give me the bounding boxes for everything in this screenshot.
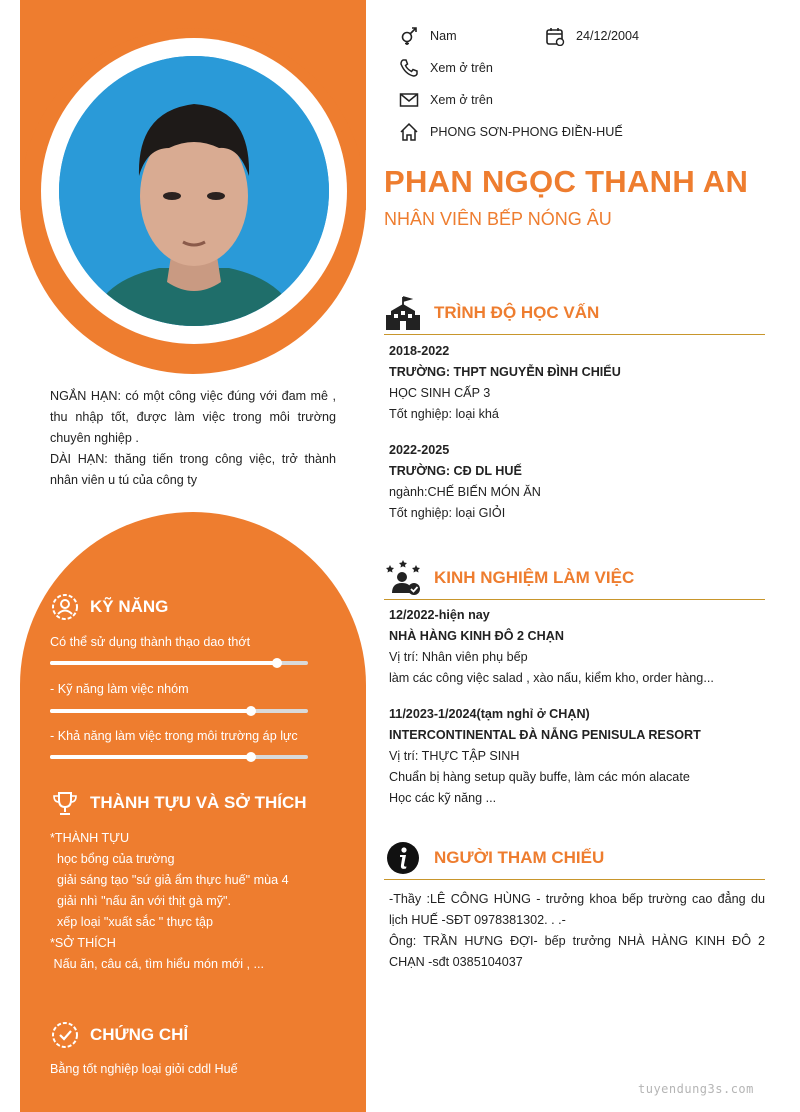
education-entry [389, 440, 765, 524]
skill-label: - Khả năng làm việc trong môi trường áp lực [50, 729, 298, 743]
experience-role: Vị trí: Nhân viên phụ bếp [389, 650, 528, 664]
career-objective [50, 386, 336, 491]
phone-icon [398, 57, 420, 79]
watermark: tuyendung3s.com [638, 1082, 754, 1096]
education-school: TRƯỜNG: THPT NGUYỄN ĐÌNH CHIỂU [389, 365, 621, 379]
education-period: 2022-2025 [389, 443, 450, 457]
certificates-title: CHỨNG CHỈ [90, 1025, 189, 1044]
education-major: HỌC SINH CẤP 3 [389, 386, 491, 400]
education-grade: Tốt nghiệp: loại khá [389, 407, 499, 421]
skill-level-fill [50, 709, 251, 713]
avatar [59, 56, 329, 326]
experience-company: NHÀ HÀNG KINH ĐÔ 2 CHẠN [389, 629, 564, 643]
gender-row [398, 25, 457, 47]
education-grade: Tốt nghiệp: loại GIỎI [389, 506, 506, 520]
home-icon [398, 121, 420, 143]
references-title: NGƯỜI THAM CHIẾU [434, 847, 605, 867]
certificate-icon [50, 1020, 80, 1050]
school-icon [384, 294, 422, 332]
skill-level-fill [50, 755, 251, 759]
skill-level-bar [50, 755, 308, 759]
education-heading [384, 291, 765, 335]
list-item: Nấu ăn, câu cá, tìm hiểu món mới , ... [50, 957, 265, 971]
email-value: Xem ở trên [430, 93, 493, 107]
birthdate-value: 24/12/2004 [576, 29, 640, 43]
reference-item: Ông: TRẦN HƯNG ĐỢI- bếp trưởng NHÀ HÀNG KINH ĐÔ 2 CHẠN -sđt 0385104037 [389, 934, 765, 969]
skill-label: Có thể sử dụng thành thạo dao thớt [50, 635, 251, 649]
list-item: *THÀNH TỰU [50, 831, 130, 845]
experience-description: Học các kỹ năng ... [389, 791, 497, 805]
team-stars-icon [384, 559, 422, 597]
experience-description: làm các công việc salad , xào nấu, kiểm kho, order hàng... [389, 671, 714, 685]
calendar-icon [544, 25, 566, 47]
address-row [398, 121, 623, 143]
skill-label: - Kỹ năng làm việc nhóm [50, 682, 189, 696]
birthdate-row [544, 25, 639, 47]
list-item: giải sáng tạo "sứ giả ẩm thực huế" mùa 4 [50, 873, 289, 887]
experience-period: 12/2022-hiện nay [389, 608, 490, 622]
skill-level-fill [50, 661, 277, 665]
skill-level-knob [272, 658, 282, 668]
references-list [389, 889, 765, 973]
skill-badge-icon [50, 592, 80, 622]
experience-company: INTERCONTINENTAL ĐÀ NẴNG PENISULA RESORT [389, 728, 701, 742]
skills-title: KỸ NĂNG [90, 597, 169, 616]
education-period: 2018-2022 [389, 344, 450, 358]
address-value: PHONG SƠN-PHONG ĐIỀN-HUẾ [430, 125, 623, 139]
achievements-list [50, 828, 340, 975]
phone-value: Xem ở trên [430, 61, 493, 75]
achievements-title: THÀNH TỰU VÀ SỞ THÍCH [90, 793, 307, 812]
education-title: TRÌNH ĐỘ HỌC VẤN [434, 302, 600, 322]
reference-item: -Thầy :LÊ CÔNG HÙNG - trưởng khoa bếp trường cao đẳng du lịch HUẾ -SĐT 0978381302. . .- [389, 892, 765, 927]
gender-value: Nam [430, 29, 457, 43]
experience-description: Chuẩn bị hàng setup quầy buffe, làm các món alacate [389, 770, 690, 784]
skill-level-bar [50, 661, 308, 665]
mail-icon [398, 89, 420, 111]
trophy-icon [50, 788, 80, 818]
info-icon [384, 839, 422, 877]
experience-title: KINH NGHIỆM LÀM VIỆC [434, 567, 635, 587]
education-major: ngành:CHẾ BIẾN MÓN ĂN [389, 485, 541, 499]
list-item: *SỞ THÍCH [50, 936, 116, 950]
certificate-text: Bằng tốt nghiệp loại giỏi cddl Huế [50, 1062, 238, 1076]
education-entry [389, 341, 765, 425]
objective-short-term: NGẮN HẠN: có một công việc đúng với đam mê , thu nhập tốt, được làm việc trong môi trường chuyên nghiệp . [50, 389, 336, 445]
list-item: giải nhì "nấu ăn với thịt gà mỹ". [50, 894, 232, 908]
skills-heading [50, 592, 168, 622]
objective-long-term: DÀI HẠN: thăng tiến trong công việc, trở thành nhân viên u tú của công ty [50, 452, 336, 487]
gender-icon [398, 25, 420, 47]
job-title: NHÂN VIÊN BẾP NÓNG ÂU [384, 209, 612, 229]
education-school: TRƯỜNG: CĐ DL HUẾ [389, 464, 522, 478]
experience-entry [389, 704, 765, 809]
achievements-heading [50, 788, 307, 818]
email-row [398, 89, 493, 111]
list-item: học bổng của trường [50, 852, 175, 866]
candidate-name: PHAN NGỌC THANH AN [384, 164, 749, 199]
list-item: xếp loại "xuất sắc " thực tập [50, 915, 213, 929]
experience-entry [389, 605, 765, 689]
phone-row [398, 57, 493, 79]
experience-heading [384, 556, 765, 600]
references-heading [384, 836, 765, 880]
experience-role: Vị trí: THỰC TẬP SINH [389, 749, 520, 763]
skill-level-bar [50, 709, 308, 713]
certificates-heading [50, 1020, 188, 1050]
experience-period: 11/2023-1/2024(tạm nghỉ ở CHẠN) [389, 707, 590, 721]
